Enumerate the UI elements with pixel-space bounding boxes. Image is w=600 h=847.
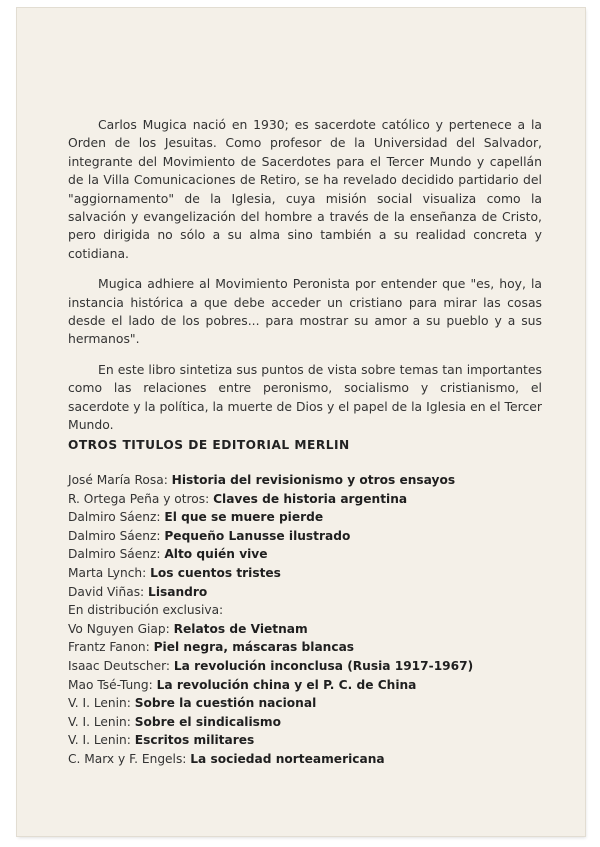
entry-title: Los cuentos tristes	[150, 565, 281, 580]
entry-title: Relatos de Vietnam	[173, 621, 308, 636]
entry-title: Historia del revisionismo y otros ensayos	[171, 473, 456, 487]
title-entry	[68, 750, 548, 769]
book-back-cover	[17, 8, 585, 836]
blurb-paragraph: En este libro sintetiza sus puntos de vista sobre temas tan importantes como las relaciones entre peronismo, socialismo y cristianismo, el sacerdote y la política, la muerte de Dios y el papel de la Iglesia en el Tercer Mundo.	[68, 361, 542, 433]
entry-author: Mao Tsé-Tung:	[68, 677, 157, 692]
entry-author: Vo Nguyen Giap:	[68, 621, 174, 636]
entry-author: R. Ortega Peña y otros:	[68, 491, 214, 506]
title-entry	[68, 545, 548, 564]
entry-author: V. I. Lenin:	[68, 696, 135, 711]
entry-title: La revolución china y el P. C. de China	[156, 677, 417, 692]
title-entry	[68, 731, 548, 750]
title-entry	[68, 601, 548, 620]
entry-title: La revolución inconclusa (Rusia 1917-1967)	[173, 658, 474, 673]
title-entry	[68, 620, 548, 639]
title-entry	[68, 471, 548, 490]
entry-title: Alto quién vive	[164, 547, 268, 562]
entry-title: Claves de historia argentina	[213, 491, 408, 506]
entry-title: El que se muere pierde	[164, 510, 324, 525]
title-entry	[68, 676, 548, 695]
title-entry	[68, 583, 548, 602]
entry-title: Sobre el sindicalismo	[134, 714, 281, 729]
entry-author: C. Marx y F. Engels:	[68, 751, 191, 766]
title-entry	[68, 638, 548, 657]
entry-author: V. I. Lenin:	[68, 714, 135, 729]
entry-author: José María Rosa:	[68, 473, 172, 487]
title-entry	[68, 694, 548, 713]
entry-author: Marta Lynch:	[68, 565, 151, 580]
title-entry	[68, 508, 548, 527]
title-entry	[68, 564, 548, 583]
title-entry	[68, 713, 548, 732]
author-blurb	[68, 116, 542, 447]
title-entry	[68, 527, 548, 546]
blurb-paragraph: Mugica adhiere al Movimiento Peronista por entender que "es, hoy, la instancia histórica a que debe acceder un cristiano para mirar las cosas desde el lado de los pobres... para mostrar su amor a su pueblo y a sus hermanos".	[68, 276, 542, 347]
title-entry	[68, 657, 548, 676]
entry-author: Isaac Deutscher:	[68, 658, 174, 673]
title-entry	[68, 490, 548, 509]
other-titles-list	[68, 471, 548, 769]
entry-author: En distribución exclusiva:	[68, 603, 224, 618]
entry-author: David Viñas:	[68, 584, 149, 599]
other-titles-heading: OTROS TITULOS DE EDITORIAL MERLIN	[68, 438, 350, 452]
entry-title: Pequeño Lanusse ilustrado	[164, 528, 351, 543]
entry-author: Frantz Fanon:	[68, 640, 154, 655]
entry-title: Sobre la cuestión nacional	[134, 696, 317, 711]
entry-author: V. I. Lenin:	[68, 733, 135, 748]
entry-author: Dalmiro Sáenz:	[68, 528, 165, 543]
entry-title: Piel negra, máscaras blancas	[153, 640, 355, 655]
entry-author: Dalmiro Sáenz:	[68, 547, 165, 562]
entry-title: La sociedad norteamericana	[190, 751, 385, 766]
entry-title: Lisandro	[148, 584, 208, 599]
blurb-paragraph: Carlos Mugica nació en 1930; es sacerdote católico y pertenece a la Orden de los Jesuitas. Como profesor de la Universidad del Salvador, integrante del Movimiento de Sacerdotes para el Tercer Mundo y capellán de la Villa Comunicaciones de Retiro, se ha revelado decidido partidario del "aggiornamento" de la Iglesia, cuya misión social visualiza como la salvación y evangelización del hombre a través de la enseñanza de Cristo, pero dirigida no sólo a su alma sino también a su realidad concreta y cotidiana.	[68, 117, 542, 261]
entry-title: Escritos militares	[134, 733, 255, 748]
entry-author: Dalmiro Sáenz:	[68, 510, 165, 525]
